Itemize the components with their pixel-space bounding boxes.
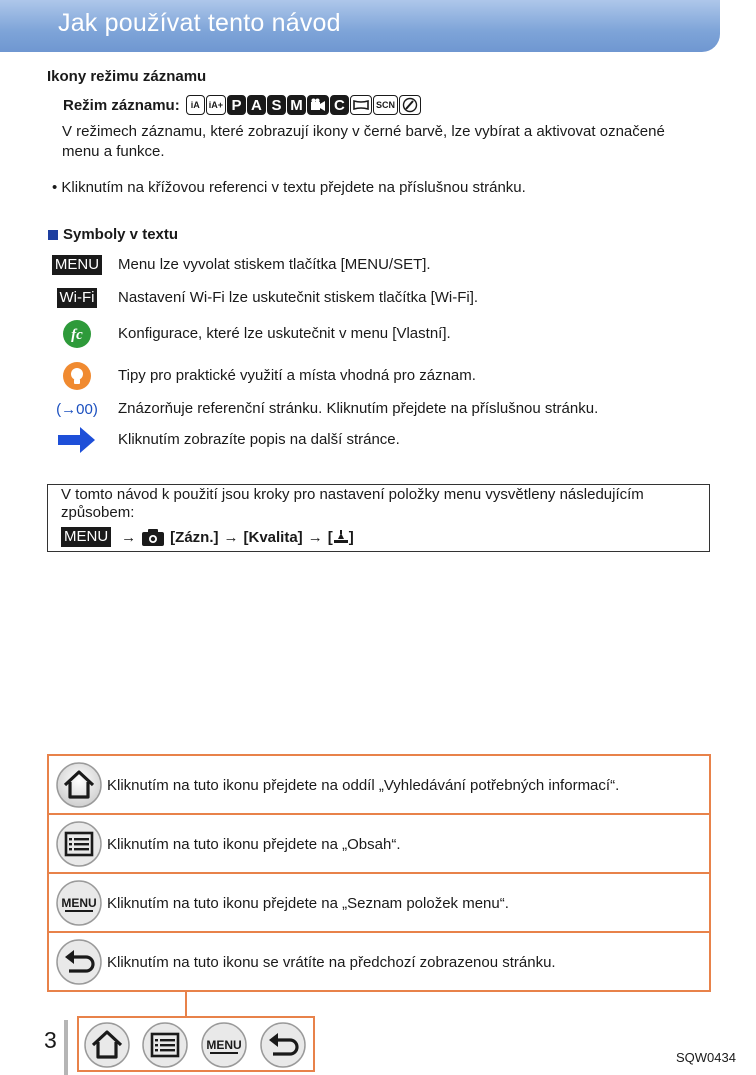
- symbol-reference-tag: [52, 394, 102, 424]
- bottom-menu-icon[interactable]: [200, 1021, 248, 1069]
- symbols-title-text: Symboly v textu: [63, 226, 179, 243]
- connector-line: [185, 992, 187, 1016]
- path-step-quality: [Kvalita]: [243, 528, 303, 546]
- bottom-menu-label: MENU: [206, 1038, 242, 1052]
- wifi-tag: Wi-Fi: [57, 288, 98, 308]
- recording-mode-description: V režimech záznamu, které zobrazují ikony v černé barvě, lze vybírat a aktivovat označené menu a funkce.: [62, 123, 665, 160]
- instruction-text: V tomto návod k použití jsou kroky pro nastavení položky menu vysvětleny následujícím způsobem:: [61, 486, 644, 521]
- symbol-menu-text: Menu lze vyvolat stiskem tlačítka [MENU/SET].: [118, 256, 431, 273]
- mode-p-icon: P: [227, 95, 246, 115]
- symbol-row-tips: [0, 361, 756, 391]
- recording-modes-title: Ikony režimu záznamu: [47, 68, 207, 85]
- mode-movie-m-icon: [307, 95, 329, 115]
- path-step-quality-icon: [ ]: [327, 528, 354, 546]
- mode-m-icon: M: [287, 95, 306, 115]
- symbols-title: [48, 226, 178, 243]
- lightbulb-icon: [52, 361, 102, 391]
- page-title: Jak používat tento návod: [58, 9, 341, 37]
- symbol-custom-text: Konfigurace, které lze uskutečnit v menu [Vlastní].: [118, 325, 451, 342]
- header-banner: [0, 0, 720, 52]
- menu-path-tag: MENU: [61, 527, 111, 547]
- nav-help-row-contents: [49, 815, 709, 874]
- nav-help-row-home: [49, 756, 709, 815]
- nav-help-row-back: [49, 933, 709, 992]
- menu-path: [61, 527, 354, 547]
- nav-help-menu-text: Kliknutím na tuto ikonu přejdete na „Seznam položek menu“.: [107, 895, 509, 912]
- path-arrow: →: [223, 528, 239, 546]
- symbol-row-next-page: [0, 425, 756, 455]
- path-arrow: →: [307, 528, 323, 546]
- square-bullet-icon: [48, 230, 58, 240]
- symbol-reference-text: Znázorňuje referenční stránku. Kliknutím přejdete na příslušnou stránku.: [118, 400, 599, 417]
- nav-help-row-menu: [49, 874, 709, 933]
- mode-ia-plus-icon: iA+: [206, 95, 226, 115]
- symbol-row-custom: [0, 319, 756, 349]
- symbol-next-page-text: Kliknutím zobrazíte popis na další stránce.: [118, 431, 400, 448]
- symbol-row-reference: [0, 394, 756, 424]
- menu-icon-label: MENU: [61, 896, 97, 910]
- mode-ia-icon: iA: [186, 95, 205, 115]
- next-page-arrow-icon[interactable]: [52, 425, 102, 455]
- nav-help-back-text: Kliknutím na tuto ikonu se vrátíte na předchozí zobrazenou stránku.: [107, 954, 556, 971]
- mode-c-icon: C: [330, 95, 349, 115]
- mode-scn-icon: SCN: [373, 95, 398, 115]
- bottom-contents-icon[interactable]: [141, 1021, 189, 1069]
- contents-icon[interactable]: [55, 820, 103, 868]
- custom-fc-icon: [52, 319, 102, 349]
- page-number: 3: [44, 1027, 57, 1053]
- nav-help-home-text: Kliknutím na tuto ikonu přejdete na oddíl „Vyhledávání potřebných informací“.: [107, 777, 620, 794]
- mode-a-icon: A: [247, 95, 266, 115]
- fine-quality-icon: [333, 530, 349, 544]
- recording-mode-line: [63, 94, 421, 116]
- symbol-wifi-text: Nastavení Wi-Fi lze uskutečnit stiskem tlačítka [Wi-Fi].: [118, 289, 479, 306]
- recording-mode-label: Režim záznamu:: [63, 96, 180, 114]
- mode-s-icon: S: [267, 95, 286, 115]
- bottom-back-icon[interactable]: [259, 1021, 307, 1069]
- instruction-box: [47, 484, 710, 552]
- symbol-row-wifi: [0, 283, 756, 313]
- symbol-row-menu: [0, 250, 756, 280]
- bottom-home-icon[interactable]: [83, 1021, 131, 1069]
- camera-icon: [141, 528, 165, 547]
- path-step-rec: [Zázn.]: [170, 528, 219, 546]
- bottom-navigation-bar: [77, 1016, 315, 1072]
- svg-text:fc: fc: [71, 327, 83, 343]
- mode-creative-icon: [399, 95, 421, 115]
- navigation-help-table: [47, 754, 711, 992]
- nav-help-contents-text: Kliknutím na tuto ikonu přejdete na „Obsah“.: [107, 836, 401, 853]
- recording-mode-icons: [186, 95, 421, 115]
- page-reference-link[interactable]: (→00): [56, 400, 98, 418]
- cross-reference-note: • Kliknutím na křížovou referenci v textu přejdete na příslušnou stránku.: [52, 179, 526, 196]
- home-icon[interactable]: [55, 761, 103, 809]
- menu-icon[interactable]: [55, 879, 103, 927]
- document-code: SQW0434: [676, 1050, 736, 1065]
- mode-panorama-icon: [350, 95, 372, 115]
- symbol-menu-tag: [52, 250, 102, 280]
- symbol-wifi-tag: [52, 283, 102, 313]
- symbol-tips-text: Tipy pro praktické využití a místa vhodná pro záznam.: [118, 367, 476, 384]
- menu-tag: MENU: [52, 255, 102, 275]
- back-icon[interactable]: [55, 938, 103, 986]
- path-arrow: →: [121, 528, 137, 546]
- page-divider: [64, 1020, 68, 1075]
